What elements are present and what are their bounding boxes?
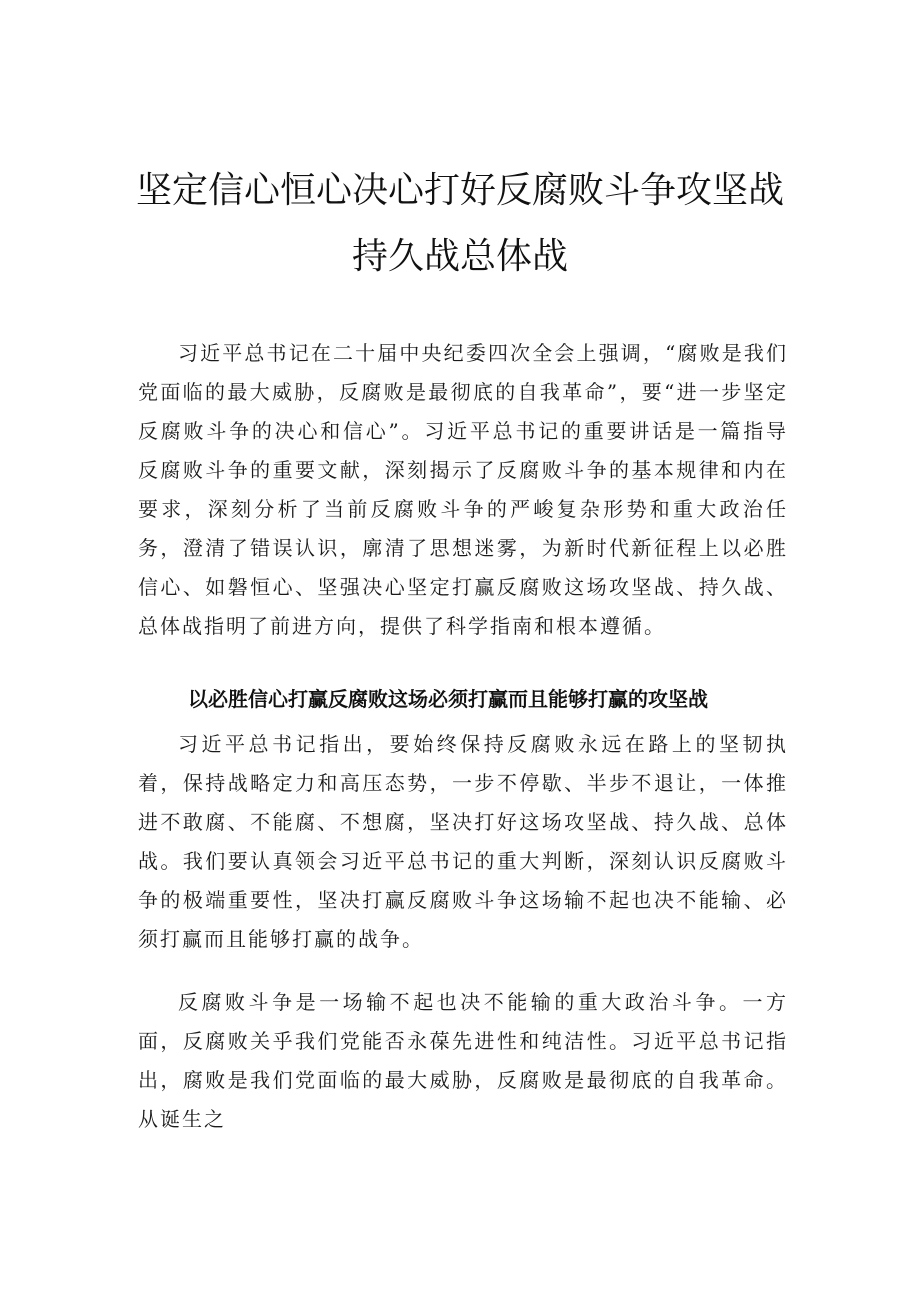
body-paragraph-3: 反腐败斗争是一场输不起也决不能输的重大政治斗争。一方面，反腐败关乎我们党能否永葆先进性和纯洁性。习近平总书记指出，腐败是我们党面临的最大威胁，反腐败是最彻底的自我革命。从诞生之 (138, 990, 788, 1131)
body-paragraph-intro: 习近平总书记在二十届中央纪委四次全会上强调，“腐败是我们党面临的最大威胁，反腐败是最彻底的自我革命”，要“进一步坚定反腐败斗争的决心和信心”。习近平总书记的重要讲话是一篇指导反腐败斗争的重要文献，深刻揭示了反腐败斗争的基本规律和内在要求，深刻分析了当前反腐败斗争的严峻复杂形势和重大政治任务，澄清了错误认识，廓清了思想迷雾，为新时代新征程上以必胜信心、如磐恒心、坚强决心坚定打赢反腐败这场攻坚战、持久战、总体战指明了前进方向，提供了科学指南和根本遵循。 (138, 341, 788, 638)
body-paragraph-2: 习近平总书记指出，要始终保持反腐败永远在路上的坚韧执着，保持战略定力和高压态势，一步不停歇、半步不退让，一体推进不敢腐、不能腐、不想腐，坚决打好这场攻坚战、持久战、总体战。我们要认真领会习近平总书记的重大判断，深刻认识反腐败斗争的极端重要性，坚决打赢反腐败斗争这场输不起也决不能输、必须打赢而且能够打赢的战争。 (138, 732, 788, 951)
section-heading: 以必胜信心打赢反腐败这场必须打赢而且能够打赢的攻坚战 (188, 687, 708, 711)
document-title-line-1: 坚定信心恒心决心打好反腐败斗争攻坚战 (135, 170, 784, 211)
document-title-line-2: 持久战总体战 (351, 236, 568, 277)
